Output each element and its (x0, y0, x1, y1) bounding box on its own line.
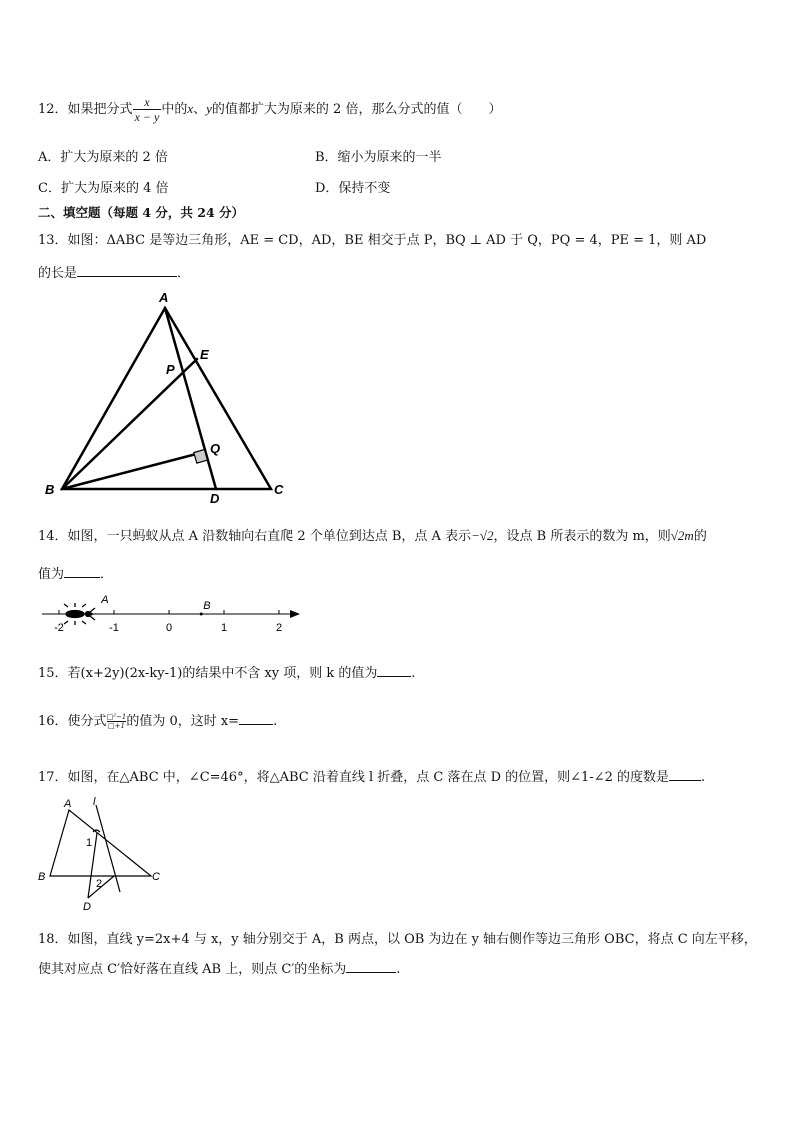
q13-text2: 的长是 (38, 266, 78, 281)
q14-tick-label: 0 (165, 622, 173, 634)
q14-tick-label: -2 (54, 622, 64, 634)
q13-segment-be (62, 359, 197, 489)
q17-end: . (701, 770, 706, 785)
q12-option-d[interactable]: D．保持不变 (315, 181, 391, 196)
q14-label-b: B (203, 600, 211, 612)
q16-stem (38, 710, 277, 734)
q18-number: 18． (38, 932, 68, 947)
q14-tick-label: -1 (109, 622, 119, 634)
q17-label-l: l (93, 796, 96, 808)
q13-label-c: C (274, 482, 284, 497)
q16-fraction (107, 713, 127, 730)
q14-text1c: 的 (693, 529, 707, 544)
q13-label-q: Q (210, 441, 221, 456)
q13-answer-blank[interactable] (77, 262, 177, 277)
q14-number: 14． (38, 529, 68, 544)
q17-fold-figure (36, 795, 168, 915)
q13-end: ． (177, 266, 191, 281)
q13-triangle-figure (40, 288, 300, 503)
q15-end: . (411, 666, 416, 681)
q12-suffix: 的值都扩大为原来的 2 倍，那么分式的值（ ） (211, 102, 502, 117)
q14-end: ． (100, 567, 114, 582)
q12-option-c[interactable]: C．扩大为原来的 4 倍 (38, 181, 169, 196)
q18-text2: 使其对应点 C′恰好落在直线 AB 上，则点 C′的坐标为 (38, 962, 347, 977)
q15-text: 若(x+2y)(2x-ky-1)的结果中不含 xy 项，则 k 的值为 (67, 666, 378, 681)
q18-stem-line1 (38, 928, 757, 947)
q16-suffix: 的值为 0，这时 x= (126, 714, 240, 729)
q14-stem-line1 (38, 525, 707, 544)
q15-answer-blank[interactable] (377, 662, 411, 677)
q17-stem (38, 766, 705, 785)
q17-label-a: A (64, 798, 72, 810)
q16-frac-den: □+1 (107, 722, 125, 730)
q12-mid: 中的 (161, 102, 188, 117)
q13-label-e: E (200, 347, 209, 362)
q17-label-2: 2 (96, 878, 103, 890)
q14-number-line (38, 590, 308, 640)
q14-text1: 如图，一只蚂蚁从点 A 沿数轴向右直爬 2 个单位到达点 B，点 A 表示 (67, 529, 472, 544)
q12-prefix: 如果把分式 (67, 102, 133, 117)
q15-stem (38, 662, 416, 681)
q17-label-b: B (38, 871, 46, 883)
q16-number: 16． (38, 714, 68, 729)
q13-stem-line1 (38, 229, 706, 248)
q15-number: 15． (38, 666, 68, 681)
q14-tick-label: 1 (220, 622, 228, 634)
q13-label-d: D (210, 491, 220, 503)
q14-tick-label: 2 (275, 622, 283, 634)
q12-stem (38, 92, 501, 126)
q17-answer-blank[interactable] (669, 766, 701, 781)
q12-option-a[interactable]: A．扩大为原来的 2 倍 (38, 150, 168, 165)
q18-end: . (396, 962, 401, 977)
q12-var-x: x (187, 101, 194, 116)
q13-stem-line2 (38, 262, 190, 281)
q14-point-b (200, 613, 203, 616)
q17-label-d: D (83, 901, 91, 913)
q14-point-a (90, 613, 93, 616)
q18-text1: 如图，直线 y=2x+4 与 x，y 轴分别交于 A，B 两点，以 OB 为边在 y 轴右侧作等边三角形 OBC，将点 C 向左平移， (67, 932, 757, 947)
q13-segment-bq (62, 452, 204, 489)
q13-label-p: P (166, 362, 175, 377)
q14-label-a: A (101, 594, 109, 606)
q13-label-a: A (159, 290, 169, 305)
q12-fraction (133, 95, 162, 124)
q18-stem-line2 (38, 958, 400, 977)
q17-text: 如图，在△ABC 中，∠C=46°，将△ABC 沿着直线 l 折叠，点 C 落在点 D 的位置，则∠1-∠2 的度数是 (67, 770, 670, 785)
q14-neg-sqrt: −√2 (471, 528, 494, 543)
q12-frac-den: x − y (134, 110, 160, 124)
q12-var-y: y (206, 101, 212, 116)
section-title-fill-blank: 二、填空题（每题 4 分，共 24 分） (38, 205, 245, 220)
q13-label-b: B (45, 482, 55, 497)
q14-answer-blank[interactable] (64, 563, 100, 578)
q16-answer-blank[interactable] (239, 710, 273, 725)
q18-answer-blank[interactable] (346, 958, 396, 973)
q14-text2: 值为 (38, 567, 65, 582)
q14-text1b: ，设点 B 所表示的数为 m，则 (493, 529, 671, 544)
q12-frac-num: x (144, 95, 150, 109)
q17-label-c: C (152, 871, 160, 883)
q17-label-1: 1 (86, 837, 93, 849)
q14-sqrt2m: √2m (670, 528, 694, 543)
q14-stem-line2 (38, 563, 113, 582)
q12-number: 12． (38, 102, 68, 117)
q17-number: 17． (38, 770, 68, 785)
q13-right-angle-mark (194, 450, 208, 464)
q13-text: 如图：ΔABC 是等边三角形，AE = CD，AD，BE 相交于点 P，BQ ⊥ AD 于 Q，PQ = 4，PE = 1，则 AD (67, 233, 707, 248)
q12-sep: 、 (193, 102, 207, 117)
q12-option-b[interactable]: B．缩小为原来的一半 (315, 150, 442, 165)
q16-frac-num: □²−1 (106, 713, 127, 721)
q13-number: 13． (38, 233, 68, 248)
q16-prefix: 使分式 (67, 714, 107, 729)
q14-axis-arrow (290, 610, 300, 618)
q16-end: . (273, 714, 278, 729)
q13-segment-ad (165, 308, 216, 489)
